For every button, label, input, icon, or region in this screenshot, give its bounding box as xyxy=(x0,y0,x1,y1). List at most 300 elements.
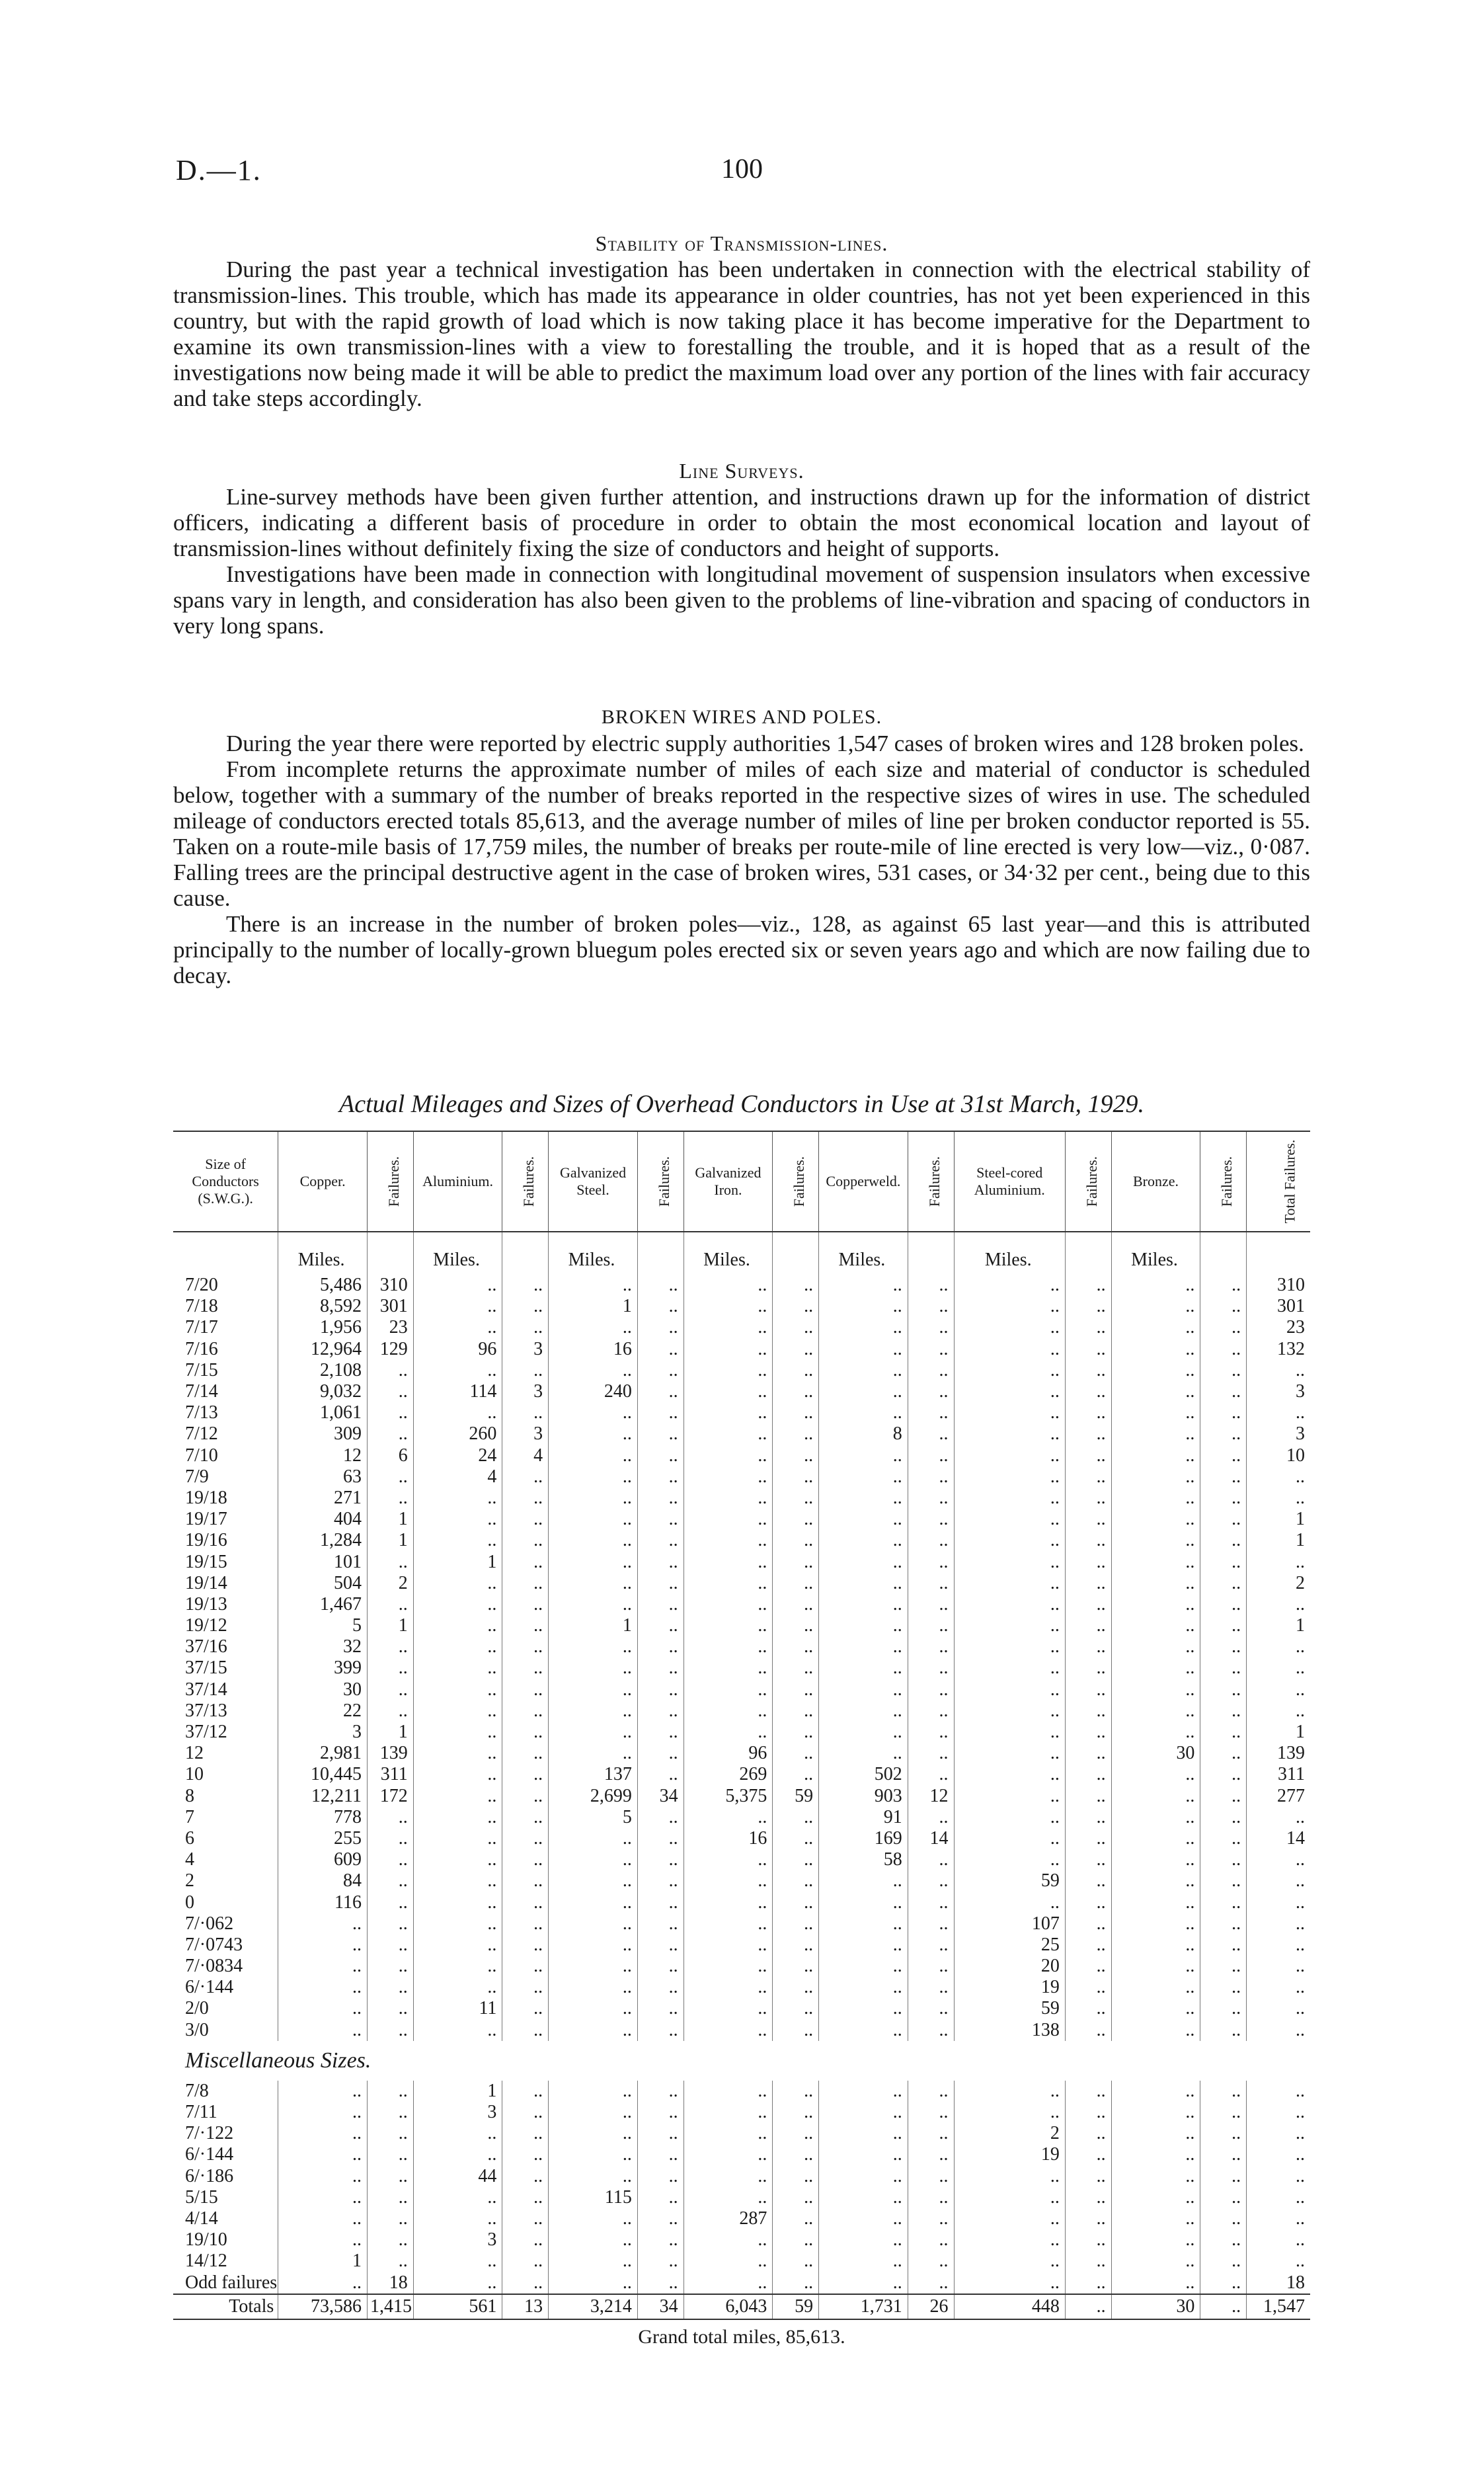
table-cell: .. xyxy=(683,2020,773,2041)
table-cell: .. xyxy=(819,1743,908,1764)
table-cell: Miles. xyxy=(413,1232,502,1275)
table-cell: .. xyxy=(1065,1317,1111,1338)
table-cell: .. xyxy=(954,1488,1065,1509)
table-cell: .. xyxy=(1200,1551,1247,1572)
table-cell: .. xyxy=(819,2187,908,2208)
table-cell: .. xyxy=(683,2081,773,2102)
table-cell: .. xyxy=(413,1402,502,1423)
table-cell: .. xyxy=(683,1594,773,1615)
table-cell: .. xyxy=(819,2229,908,2251)
table-cell: 19 xyxy=(954,1977,1065,1998)
table-cell: .. xyxy=(954,2251,1065,2272)
table-cell: .. xyxy=(954,1317,1065,1338)
table-cell: .. xyxy=(908,2166,954,2187)
table-cell: 9,032 xyxy=(278,1381,368,1402)
table-cell: .. xyxy=(637,1296,683,1317)
column-header xyxy=(1200,1131,1247,1232)
table-cell: .. xyxy=(683,2272,773,2294)
table-cell: 16 xyxy=(549,1339,638,1360)
table-row xyxy=(173,1849,1310,1870)
table-cell: .. xyxy=(908,2272,954,2294)
table-cell: 1,731 xyxy=(819,2294,908,2319)
table-cell: .. xyxy=(1247,1551,1310,1572)
table-cell: .. xyxy=(773,1317,819,1338)
table-cell xyxy=(1247,1232,1310,1275)
table-cell: .. xyxy=(773,1339,819,1360)
table-cell: .. xyxy=(773,2187,819,2208)
table-cell: 129 xyxy=(367,1339,413,1360)
table-cell: 19/13 xyxy=(185,1593,227,1615)
table-cell: .. xyxy=(683,1977,773,1998)
table-cell: .. xyxy=(637,1849,683,1870)
table-cell: .. xyxy=(502,1573,549,1594)
table-cell: 115 xyxy=(549,2187,638,2208)
table-cell: .. xyxy=(683,1530,773,1551)
table-cell: .. xyxy=(549,2229,638,2251)
table-cell: 1 xyxy=(1247,1722,1310,1743)
table-cell: Odd failures xyxy=(185,2272,278,2293)
table-cell: .. xyxy=(1200,1339,1247,1360)
table-row xyxy=(173,1786,1310,1807)
table-cell: .. xyxy=(683,2123,773,2144)
table-cell: .. xyxy=(954,1360,1065,1381)
table-cell xyxy=(1065,1232,1111,1275)
column-header xyxy=(773,1131,819,1232)
table-cell: .. xyxy=(637,1743,683,1764)
table-cell: .. xyxy=(413,1615,502,1636)
table-cell: .. xyxy=(773,1509,819,1530)
table-cell: .. xyxy=(773,2251,819,2272)
table-cell: .. xyxy=(502,1594,549,1615)
table-cell: .. xyxy=(637,2166,683,2187)
table-cell: .. xyxy=(1111,2272,1200,2294)
table-cell: Miles. xyxy=(683,1232,773,1275)
table-cell: .. xyxy=(1065,1849,1111,1870)
table-cell: 1 xyxy=(1247,1509,1310,1530)
table-cell: .. xyxy=(954,2272,1065,2294)
table-cell: 59 xyxy=(954,1870,1065,1892)
table-cell: 18 xyxy=(1247,2272,1310,2294)
table-cell: .. xyxy=(819,2272,908,2294)
table-cell: .. xyxy=(1200,2272,1247,2294)
table-cell: .. xyxy=(773,2144,819,2165)
table-cell: .. xyxy=(1247,1892,1310,1913)
table-cell: .. xyxy=(549,2081,638,2102)
table-cell: .. xyxy=(549,1892,638,1913)
table-cell: .. xyxy=(637,1956,683,1977)
table-cell: .. xyxy=(819,1296,908,1317)
table-cell: 37/14 xyxy=(185,1679,227,1700)
table-cell: 20 xyxy=(954,1956,1065,1977)
table-cell: .. xyxy=(502,1913,549,1935)
table-cell: 448 xyxy=(954,2294,1065,2319)
table-cell: .. xyxy=(683,1275,773,1296)
table-cell: .. xyxy=(1111,1828,1200,1849)
table-cell: .. xyxy=(1065,1700,1111,1722)
table-cell: .. xyxy=(637,2102,683,2123)
table-cell: .. xyxy=(1200,1956,1247,1977)
table-cell: 1 xyxy=(549,1615,638,1636)
table-cell: .. xyxy=(773,1956,819,1977)
table-cell: .. xyxy=(1111,1870,1200,1892)
table-cell: 3 xyxy=(502,1423,549,1445)
table-cell: .. xyxy=(502,1807,549,1828)
table-cell: .. xyxy=(278,2272,368,2294)
section-heading-line-surveys: Line Surveys. xyxy=(679,459,804,483)
table-cell: .. xyxy=(683,1488,773,1509)
table-cell: .. xyxy=(367,1466,413,1488)
table-cell: .. xyxy=(367,1935,413,1956)
table-cell: .. xyxy=(1200,2208,1247,2229)
table-cell: .. xyxy=(637,1615,683,1636)
table-cell: 7/·0743 xyxy=(185,1934,243,1955)
table-cell: 25 xyxy=(954,1935,1065,1956)
table-cell: .. xyxy=(549,1636,638,1657)
table-cell: .. xyxy=(954,2208,1065,2229)
table-cell: .. xyxy=(773,1913,819,1935)
column-header xyxy=(637,1131,683,1232)
table-cell: 3/0 xyxy=(185,2019,209,2040)
table-cell: 3 xyxy=(278,1722,368,1743)
table-cell: .. xyxy=(1247,1956,1310,1977)
table-cell: .. xyxy=(413,2187,502,2208)
table-cell: 58 xyxy=(819,1849,908,1870)
table-cell: .. xyxy=(1247,2166,1310,2187)
table-cell: .. xyxy=(1111,1594,1200,1615)
table-cell: .. xyxy=(1111,1488,1200,1509)
table-row xyxy=(173,1700,1310,1722)
table-cell: .. xyxy=(1200,2123,1247,2144)
table-cell: .. xyxy=(549,2208,638,2229)
table-cell: .. xyxy=(683,1807,773,1828)
table-cell: .. xyxy=(683,2187,773,2208)
table-cell: .. xyxy=(413,1786,502,1807)
table-cell: .. xyxy=(1111,1530,1200,1551)
table-cell: .. xyxy=(367,1360,413,1381)
table-cell: .. xyxy=(954,1743,1065,1764)
table-cell: .. xyxy=(1200,1402,1247,1423)
table-cell: .. xyxy=(773,1870,819,1892)
table-cell: .. xyxy=(1200,1445,1247,1466)
table-row xyxy=(173,1466,1310,1488)
table-cell: .. xyxy=(502,1275,549,1296)
table-cell: .. xyxy=(1200,1381,1247,1402)
table-cell: .. xyxy=(367,1956,413,1977)
table-row xyxy=(173,1764,1310,1785)
table-row xyxy=(173,1551,1310,1572)
table-cell: 4 xyxy=(185,1849,194,1870)
table-cell: .. xyxy=(1200,2144,1247,2165)
table-cell: .. xyxy=(549,2166,638,2187)
table-cell: 1 xyxy=(367,1615,413,1636)
table-cell: 7/·122 xyxy=(185,2123,234,2144)
table-cell: 3 xyxy=(1247,1423,1310,1445)
table-cell: .. xyxy=(908,1615,954,1636)
table-cell: 7/10 xyxy=(185,1445,218,1466)
table-cell: 32 xyxy=(278,1636,368,1657)
table-row xyxy=(173,1657,1310,1679)
table-cell: .. xyxy=(413,1679,502,1700)
table-cell: .. xyxy=(1247,1636,1310,1657)
table-cell: .. xyxy=(1111,2020,1200,2041)
table-cell: .. xyxy=(1111,1615,1200,1636)
table-cell: .. xyxy=(413,1743,502,1764)
table-cell: 7/13 xyxy=(185,1402,218,1423)
table-cell: .. xyxy=(908,1381,954,1402)
table-cell: .. xyxy=(549,1466,638,1488)
table-cell: .. xyxy=(413,1892,502,1913)
table-cell: .. xyxy=(637,2187,683,2208)
table-cell: .. xyxy=(367,1551,413,1572)
table-cell: .. xyxy=(1111,1317,1200,1338)
table-cell: .. xyxy=(1065,1935,1111,1956)
table-cell: 8 xyxy=(819,1423,908,1445)
table-cell: 138 xyxy=(954,2020,1065,2041)
table-cell: .. xyxy=(278,1913,368,1935)
table-cell: .. xyxy=(954,1381,1065,1402)
table-cell: 12,211 xyxy=(278,1786,368,1807)
table-cell: .. xyxy=(683,1381,773,1402)
table-cell: .. xyxy=(413,1828,502,1849)
table-cell: 169 xyxy=(819,1828,908,1849)
table-cell: .. xyxy=(549,1402,638,1423)
table-cell: .. xyxy=(549,1573,638,1594)
table-cell: .. xyxy=(278,2229,368,2251)
table-cell: 4 xyxy=(413,1466,502,1488)
table-cell: .. xyxy=(1065,1892,1111,1913)
table-cell: .. xyxy=(773,1275,819,1296)
table-cell: .. xyxy=(502,1317,549,1338)
table-cell: 59 xyxy=(773,1786,819,1807)
table-cell: .. xyxy=(908,1466,954,1488)
table-cell: .. xyxy=(1247,1935,1310,1956)
table-cell: .. xyxy=(683,1573,773,1594)
table-cell: .. xyxy=(637,1679,683,1700)
table-cell: 1 xyxy=(549,1296,638,1317)
table-cell: .. xyxy=(278,1956,368,1977)
table-cell: 1,547 xyxy=(1247,2294,1310,2319)
table-cell: 240 xyxy=(549,1381,638,1402)
table-cell: .. xyxy=(819,1615,908,1636)
table-cell: .. xyxy=(502,2166,549,2187)
table-cell: 311 xyxy=(367,1764,413,1785)
table-cell: .. xyxy=(908,1870,954,1892)
table-cell: .. xyxy=(1065,1636,1111,1657)
table-cell: .. xyxy=(637,1807,683,1828)
table-cell: 12 xyxy=(278,1445,368,1466)
table-cell: .. xyxy=(1065,1679,1111,1700)
table-cell: .. xyxy=(637,1551,683,1572)
table-row xyxy=(173,1275,1310,1296)
table-cell: .. xyxy=(1065,2081,1111,2102)
table-cell: .. xyxy=(1065,2144,1111,2165)
table-cell: .. xyxy=(908,1296,954,1317)
table-cell: 14 xyxy=(1247,1828,1310,1849)
table-cell: .. xyxy=(908,1679,954,1700)
table-cell: 8 xyxy=(185,1785,194,1806)
table-cell: .. xyxy=(954,1849,1065,1870)
table-cell: .. xyxy=(1200,1892,1247,1913)
table-cell: .. xyxy=(637,1466,683,1488)
table-row xyxy=(173,1743,1310,1764)
table-cell: .. xyxy=(819,1317,908,1338)
table-cell: 116 xyxy=(278,1892,368,1913)
table-cell: .. xyxy=(549,1657,638,1679)
table-cell: .. xyxy=(637,2123,683,2144)
table-cell: .. xyxy=(1200,1360,1247,1381)
table-cell: 3 xyxy=(413,2102,502,2123)
conductor-mileage-table xyxy=(173,1131,1310,2320)
table-cell: .. xyxy=(1247,1402,1310,1423)
table-cell: .. xyxy=(954,1657,1065,1679)
table-cell: .. xyxy=(278,2102,368,2123)
table-row xyxy=(173,1402,1310,1423)
table-cell: .. xyxy=(773,1935,819,1956)
table-row xyxy=(173,1913,1310,1935)
table-row xyxy=(173,2020,1310,2041)
table-cell: .. xyxy=(549,2123,638,2144)
table-cell: 172 xyxy=(367,1786,413,1807)
table-cell: 7 xyxy=(185,1806,194,1827)
table-cell: .. xyxy=(683,1360,773,1381)
table-cell: .. xyxy=(367,2144,413,2165)
table-cell: .. xyxy=(773,1998,819,2019)
table-cell: 3,214 xyxy=(549,2294,638,2319)
paragraph-broken-3: There is an increase in the number of broken poles—viz., 128, as against 65 last year—and this is attributed principally to the number of locally-grown bluegum poles erected six or seven years ago and which are now failing due to decay. xyxy=(173,911,1310,988)
table-cell: 19/18 xyxy=(185,1487,227,1508)
table-cell: 10 xyxy=(185,1764,204,1785)
table-cell: .. xyxy=(549,1913,638,1935)
table-cell: 1 xyxy=(278,2251,368,2272)
table-cell: .. xyxy=(1065,1657,1111,1679)
table-cell: .. xyxy=(683,1636,773,1657)
table-cell: .. xyxy=(1111,1786,1200,1807)
table-row xyxy=(173,1722,1310,1743)
table-cell: .. xyxy=(1065,2187,1111,2208)
table-cell: 34 xyxy=(637,1786,683,1807)
table-cell: .. xyxy=(1247,1849,1310,1870)
table-cell: .. xyxy=(278,2208,368,2229)
table-cell: .. xyxy=(908,2251,954,2272)
column-header xyxy=(908,1131,954,1232)
table-cell: .. xyxy=(367,1913,413,1935)
table-cell: .. xyxy=(637,2020,683,2041)
table-cell: .. xyxy=(683,2166,773,2187)
table-cell: .. xyxy=(1247,1488,1310,1509)
table-cell: .. xyxy=(908,1764,954,1785)
table-cell: 24 xyxy=(413,1445,502,1466)
table-cell: .. xyxy=(367,2208,413,2229)
table-cell: .. xyxy=(413,1488,502,1509)
table-cell: .. xyxy=(954,1573,1065,1594)
table-cell: 1,956 xyxy=(278,1317,368,1338)
table-cell: .. xyxy=(773,1743,819,1764)
table-cell xyxy=(637,1232,683,1275)
table-cell: .. xyxy=(954,1402,1065,1423)
column-header: Size of Conductors (S.W.G.). xyxy=(173,1131,278,1232)
table-cell: .. xyxy=(819,1509,908,1530)
table-cell: .. xyxy=(954,1764,1065,1785)
table-cell: .. xyxy=(1111,1700,1200,1722)
table-cell: .. xyxy=(637,2229,683,2251)
table-cell: .. xyxy=(1111,2187,1200,2208)
table-cell: .. xyxy=(1247,2123,1310,2144)
table-cell: Miles. xyxy=(1111,1232,1200,1275)
table-cell: .. xyxy=(1247,2187,1310,2208)
table-cell: .. xyxy=(413,1870,502,1892)
table-cell: .. xyxy=(1065,1977,1111,1998)
table-cell: .. xyxy=(549,2102,638,2123)
table-cell: .. xyxy=(549,1594,638,1615)
table-cell: 2,699 xyxy=(549,1786,638,1807)
table-cell: .. xyxy=(819,1679,908,1700)
table-cell: .. xyxy=(637,1657,683,1679)
table-cell: .. xyxy=(367,1870,413,1892)
section-stability xyxy=(173,230,1310,411)
table-cell: .. xyxy=(1111,2123,1200,2144)
table-cell: .. xyxy=(1065,1360,1111,1381)
table-cell: 2 xyxy=(185,1870,194,1892)
table-cell: .. xyxy=(683,1870,773,1892)
table-cell: .. xyxy=(683,1296,773,1317)
table-cell: .. xyxy=(908,1636,954,1657)
table-cell: .. xyxy=(954,2166,1065,2187)
table-cell: .. xyxy=(1200,1466,1247,1488)
table-cell: 2,108 xyxy=(278,1360,368,1381)
table-cell: .. xyxy=(413,1573,502,1594)
table-cell: .. xyxy=(819,1657,908,1679)
table-row xyxy=(173,1339,1310,1360)
table-cell: .. xyxy=(367,1381,413,1402)
table-cell: .. xyxy=(637,1935,683,1956)
table-row xyxy=(173,1956,1310,1977)
table-row xyxy=(173,1381,1310,1402)
table-cell: .. xyxy=(1111,1956,1200,1977)
table-cell: .. xyxy=(413,1530,502,1551)
table-cell: .. xyxy=(1200,1679,1247,1700)
table-row xyxy=(173,2272,1310,2294)
table-cell: 114 xyxy=(413,1381,502,1402)
table-cell: .. xyxy=(683,1892,773,1913)
table-cell: .. xyxy=(773,1551,819,1572)
table-row xyxy=(173,1935,1310,1956)
conductor-table-section xyxy=(173,1090,1310,2350)
table-cell: .. xyxy=(819,2251,908,2272)
table-cell: 23 xyxy=(1247,1317,1310,1338)
table-cell: .. xyxy=(1065,1786,1111,1807)
table-cell: .. xyxy=(908,2187,954,2208)
table-cell: .. xyxy=(1200,1657,1247,1679)
table-cell: 4 xyxy=(502,1445,549,1466)
table-cell: .. xyxy=(549,1870,638,1892)
column-header xyxy=(1065,1131,1111,1232)
table-cell: 3 xyxy=(502,1339,549,1360)
table-cell: .. xyxy=(773,1381,819,1402)
table-cell: .. xyxy=(1065,1998,1111,2019)
column-header: Galvanized Iron. xyxy=(683,1131,773,1232)
table-cell: .. xyxy=(954,1466,1065,1488)
table-cell: .. xyxy=(502,1636,549,1657)
table-cell: 5,486 xyxy=(278,1275,368,1296)
table-cell: .. xyxy=(549,1956,638,1977)
table-cell: .. xyxy=(819,2166,908,2187)
table-cell: .. xyxy=(819,1636,908,1657)
table-cell: .. xyxy=(773,1828,819,1849)
table-cell: .. xyxy=(773,1700,819,1722)
table-cell: .. xyxy=(1247,2144,1310,2165)
table-cell: .. xyxy=(773,1977,819,1998)
table-cell: .. xyxy=(908,1360,954,1381)
